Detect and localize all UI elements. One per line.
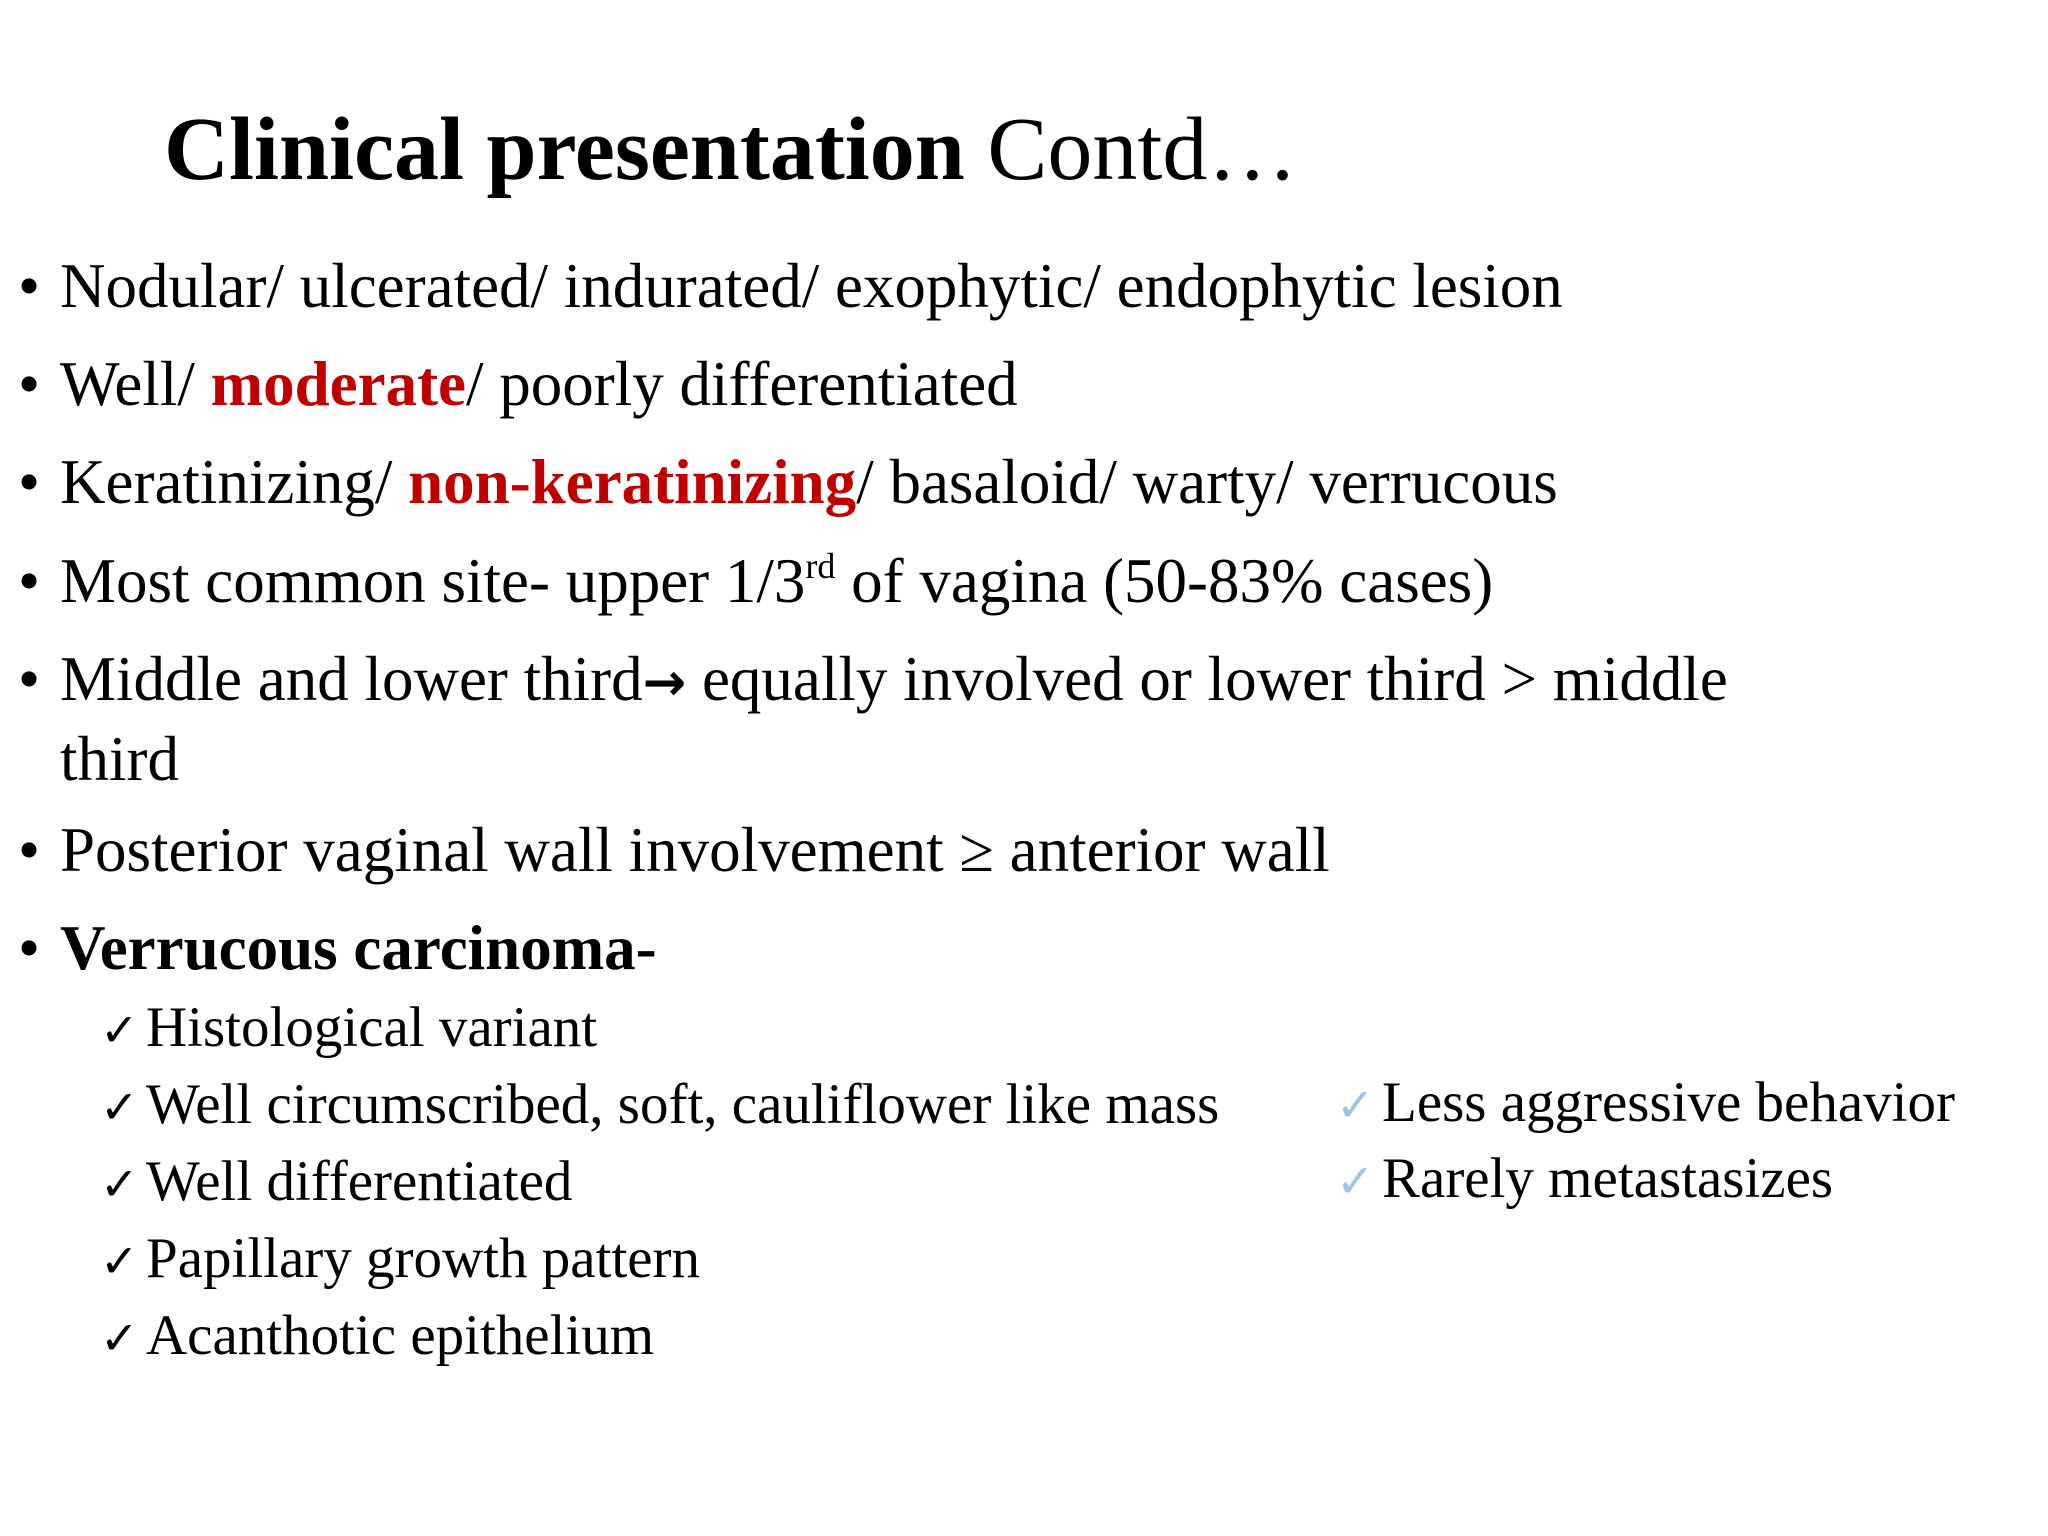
bullet-marker: • bbox=[18, 913, 41, 983]
bullet-marker: • bbox=[18, 349, 41, 419]
bullet-item bbox=[18, 910, 657, 986]
checkmark-icon: ✓ bbox=[100, 1080, 139, 1134]
bullet-marker: • bbox=[18, 447, 41, 517]
bullet-item bbox=[18, 248, 1563, 324]
bullet-text-pre: Most common site- upper 1/3 bbox=[60, 546, 806, 616]
bullet-item bbox=[18, 444, 1558, 520]
bullet-item bbox=[18, 346, 1018, 422]
sub-list-text: Well circumscribed, soft, cauliflower like mass bbox=[146, 1073, 1220, 1136]
checkmark-icon: ✓ bbox=[100, 1234, 139, 1288]
bullet-text-post: of vagina (50-83% cases) bbox=[835, 546, 1494, 616]
sub-list-text: Rarely metastasizes bbox=[1382, 1147, 1834, 1210]
sub-list-text: Well differentiated bbox=[146, 1150, 573, 1213]
highlight-text: moderate bbox=[210, 349, 467, 419]
sub-list-item bbox=[100, 1226, 700, 1294]
sub-list-item bbox=[1336, 1070, 1955, 1138]
sub-list-text: Histological variant bbox=[146, 996, 598, 1059]
bullet-marker: • bbox=[18, 546, 41, 616]
checkmark-icon: ✓ bbox=[100, 1003, 139, 1057]
bullet-item bbox=[18, 812, 1330, 888]
bullet-marker: • bbox=[18, 644, 41, 714]
bullet-item bbox=[18, 543, 1493, 619]
checkmark-icon: ✓ bbox=[100, 1311, 139, 1365]
superscript-text: rd bbox=[805, 546, 836, 586]
sub-list-text: Acanthotic epithelium bbox=[146, 1304, 655, 1367]
bullet-text: Verrucous carcinoma- bbox=[60, 913, 657, 983]
slide-title-rest: Contd… bbox=[964, 100, 1298, 199]
bullet-text bbox=[60, 444, 1558, 520]
slide-title bbox=[164, 100, 1297, 199]
sub-list-text: Less aggressive behavior bbox=[1382, 1071, 1955, 1134]
bullet-text-pre: Keratinizing/ bbox=[60, 447, 409, 517]
sub-list-item bbox=[100, 1149, 572, 1217]
sub-list-item bbox=[100, 1072, 1219, 1140]
bullet-text bbox=[60, 346, 1018, 422]
checkmark-icon: ✓ bbox=[1336, 1154, 1375, 1208]
sub-list-text: Papillary growth pattern bbox=[146, 1227, 701, 1290]
bullet-text-line2: third bbox=[60, 724, 179, 794]
sub-list-item bbox=[100, 995, 597, 1063]
bullet-marker: • bbox=[18, 815, 41, 885]
bullet-text-post: equally involved or lower third > middle bbox=[686, 644, 1728, 714]
bullet-text: Posterior vaginal wall involvement ≥ anterior wall bbox=[60, 815, 1330, 885]
bullet-text-post: / poorly differentiated bbox=[466, 349, 1018, 419]
checkmark-icon: ✓ bbox=[100, 1157, 139, 1211]
highlight-text: non-keratinizing bbox=[408, 447, 857, 517]
bullet-marker: • bbox=[18, 251, 41, 321]
bullet-item bbox=[18, 641, 1728, 797]
bullet-text: Nodular/ ulcerated/ indurated/ exophytic/ endophytic lesion bbox=[60, 251, 1563, 321]
slide-title-bold: Clinical presentation bbox=[164, 100, 965, 199]
bullet-text-pre: Middle and lower third bbox=[60, 644, 643, 714]
right-arrow-icon: → bbox=[642, 653, 687, 713]
sub-list-item bbox=[1336, 1146, 1833, 1214]
bullet-text bbox=[60, 543, 1493, 619]
bullet-text bbox=[60, 641, 1728, 797]
sub-list-item bbox=[100, 1303, 654, 1371]
checkmark-icon: ✓ bbox=[1336, 1078, 1375, 1132]
bullet-text-post: / basaloid/ warty/ verrucous bbox=[856, 447, 1558, 517]
bullet-text-pre: Well/ bbox=[60, 349, 211, 419]
